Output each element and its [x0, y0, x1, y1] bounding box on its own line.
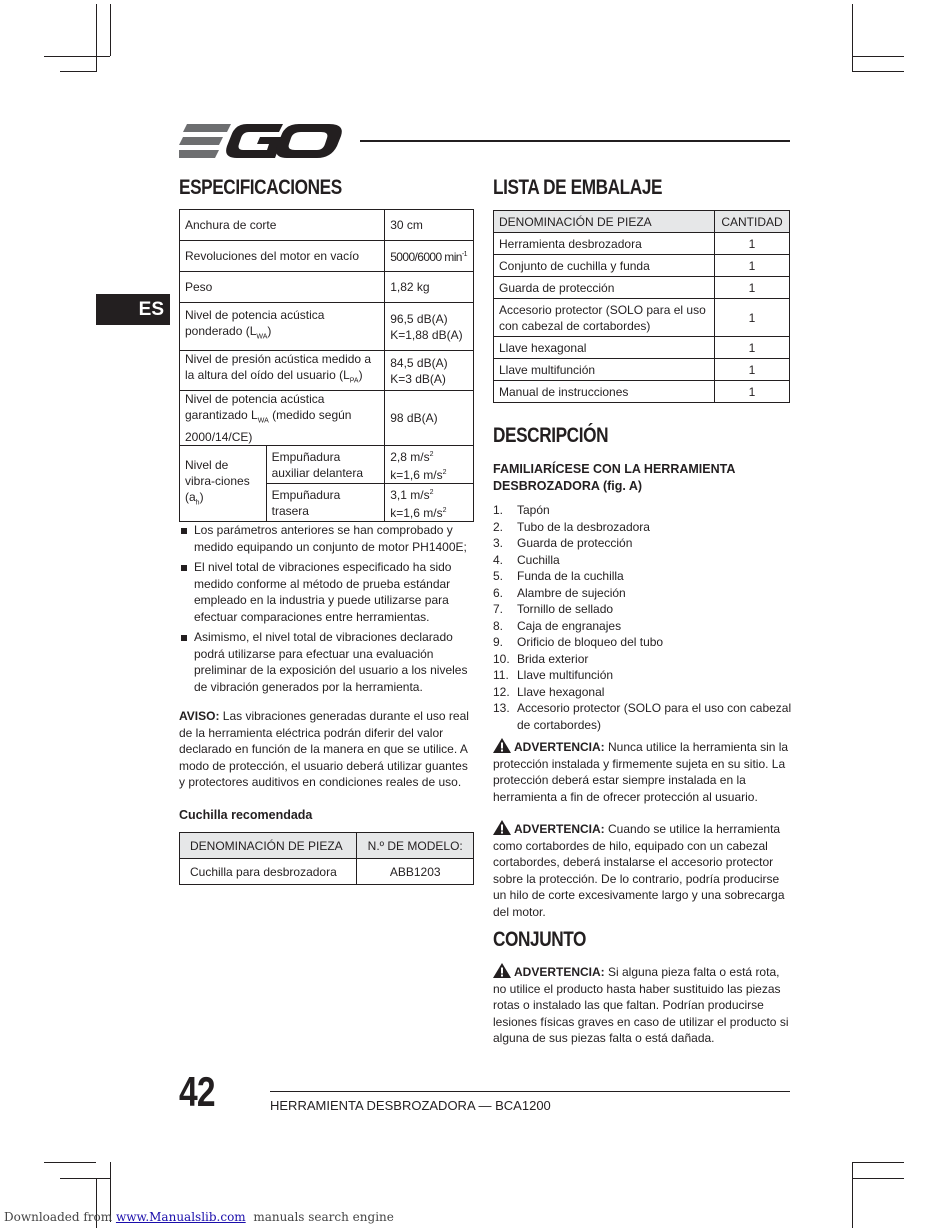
manualslib-link[interactable]: www.Manualslib.com	[115, 1210, 246, 1224]
part-name: Llave hexagonal	[494, 337, 715, 359]
spec-sublabel: Empuñadura trasera	[266, 484, 385, 522]
list-item: 4. Cuchilla	[493, 552, 560, 567]
part-name: Conjunto de cuchilla y funda	[494, 255, 715, 277]
warning-icon	[493, 820, 511, 835]
list-item: 2. Tubo de la desbrozadora	[493, 519, 650, 534]
spec-label: Peso	[180, 272, 385, 303]
list-item: Asimismo, el nivel total de vibraciones declarado podrá utilizarse para efectuar una evaluación preliminar de la exposición del usuario a los niveles de vibración generados por la herramienta.	[179, 629, 477, 695]
header-rule	[360, 140, 790, 142]
table-row	[494, 359, 790, 381]
warning-paragraph: ADVERTENCIA: Si alguna pieza falta o está rota, no utilice el producto hasta haber sustituido las piezas rotas o instalado las que faltan. Podrían producirse lesiones físicas graves en caso de utilizar el producto si alguna de sus piezas falta o está dañada.	[493, 965, 789, 1045]
table-row	[494, 337, 790, 359]
part-name: Guarda de protección	[494, 277, 715, 299]
list-item: Los parámetros anteriores se han comprobado y medido equipando un conjunto de motor PH1400E;	[179, 522, 477, 555]
part-quantity: 1	[715, 299, 790, 337]
table-row	[180, 303, 474, 351]
table-row	[180, 210, 474, 241]
blade-table	[179, 832, 474, 885]
spec-value: 30 cm	[385, 210, 474, 241]
table-row	[180, 391, 474, 446]
footer-rule	[270, 1091, 790, 1092]
column-header: DENOMINACIÓN DE PIEZA	[180, 833, 357, 859]
packing-list-heading: LISTA DE EMBALAJE	[493, 176, 663, 199]
part-quantity: 1	[715, 337, 790, 359]
aviso-paragraph: AVISO: Las vibraciones generadas durante el uso real de la herramienta eléctrica podrán diferir del valor declarado en función de la manera en que se utilice. A modo de protección, el usuario deberá utilizar guantes y protectores auditivos en condiciones reales de uso.	[179, 709, 469, 789]
warning-icon	[493, 738, 511, 753]
spec-label: Anchura de corte	[180, 210, 385, 241]
aviso-label: AVISO:	[179, 709, 220, 723]
crop-mark	[110, 4, 111, 56]
spec-value: 1,82 kg	[385, 272, 474, 303]
crop-mark	[852, 1178, 904, 1179]
list-item: 3. Guarda de protección	[493, 536, 633, 550]
column-header: CANTIDAD	[715, 211, 790, 233]
download-notice: Downloaded from www.Manualslib.com manuals search engine	[4, 1210, 394, 1224]
crop-mark	[44, 1162, 96, 1163]
specifications-heading: ESPECIFICACIONES	[179, 176, 342, 199]
part-name: Llave multifunción	[494, 359, 715, 381]
table-row	[180, 859, 474, 885]
warning-icon	[493, 963, 511, 978]
warning-paragraph: ADVERTENCIA: Cuando se utilice la herramienta como cortabordes de hilo, equipado con un cabezal cortabordes, deberá instalarse el accesorio protector sobre la protección. De lo contrario, podría producirse un hilo de corte excesivamente largo y una sobrecarga del motor.	[493, 822, 785, 919]
list-item: 7. Tornillo de sellado	[493, 602, 614, 616]
list-item: 9. Orificio de bloqueo del tubo	[493, 635, 664, 649]
spec-label: Nivel de presión acústica medido a la altura del oído del usuario $(L_{PA})$	[180, 351, 385, 391]
part-name: Manual de instrucciones	[494, 381, 715, 403]
list-item: 5. Funda de la cuchilla	[493, 569, 624, 583]
table-row	[494, 255, 790, 277]
column-header: DENOMINACIÓN DE PIEZA	[494, 211, 715, 233]
spec-value: 98 dB(A)	[385, 391, 474, 446]
description-subheading: FAMILIARÍCESE CON LA HERRAMIENTA DESBROZADORA (fig. A)	[493, 462, 735, 493]
blade-heading: Cuchilla recomendada	[179, 808, 313, 822]
table-row	[180, 241, 474, 272]
crop-mark	[60, 71, 96, 72]
specifications-table	[179, 209, 474, 522]
spec-value: 96,5 dB(A) K=1,88 dB(A)	[385, 303, 474, 351]
part-quantity: 1	[715, 255, 790, 277]
part-name: Accesorio protector (SOLO para el uso con cabezal de cortabordes)	[494, 299, 715, 337]
spec-value: 2,8 $m/s^2$ k=1,6 $m/s^2$	[385, 446, 474, 484]
warning-label: ADVERTENCIA:	[514, 965, 605, 979]
ego-logo	[179, 122, 345, 160]
crop-mark	[852, 71, 904, 72]
spec-sublabel: Empuñadura auxiliar delantera	[266, 446, 385, 484]
page-number: 42	[179, 1068, 215, 1115]
list-item: 8. Caja de engranajes	[493, 618, 622, 633]
packing-list-table	[493, 210, 790, 403]
list-item: 6. Alambre de sujeción	[493, 585, 626, 600]
part-quantity: 1	[715, 381, 790, 403]
parts-list	[493, 502, 793, 733]
part-quantity: 1	[715, 233, 790, 255]
crop-mark	[44, 56, 110, 57]
list-item: 12. Llave hexagonal	[493, 684, 605, 699]
spec-label: Nivel de vibra-ciones $(a_h)$	[180, 446, 267, 522]
list-item: 1. Tapón	[493, 503, 550, 517]
table-row	[494, 381, 790, 403]
list-item: 11. Llave multifunción	[493, 668, 614, 682]
crop-mark	[852, 1162, 853, 1228]
crop-mark	[60, 1178, 110, 1179]
list-item: El nivel total de vibraciones especificado ha sido medido conforme al método de prueba estándar empleado en la industria y puede utilizarse para efectuar comparaciones entre herramientas.	[179, 559, 477, 625]
spec-value: 3,1 $m/s^2$ k=1,6 $m/s^2$	[385, 484, 474, 522]
table-row	[494, 211, 790, 233]
table-row	[180, 833, 474, 859]
part-quantity: 1	[715, 359, 790, 381]
warning-label: ADVERTENCIA:	[514, 822, 605, 836]
table-row	[494, 233, 790, 255]
list-item: 13. Accesorio protector (SOLO para el uso con cabezal de cortabordes)	[493, 701, 792, 732]
table-row	[494, 299, 790, 337]
warning-label: ADVERTENCIA:	[514, 740, 605, 754]
description-heading: DESCRIPCIÓN	[493, 424, 609, 447]
table-cell: Cuchilla para desbrozadora	[180, 859, 357, 885]
crop-mark	[96, 4, 97, 72]
column-header: N.º DE MODELO:	[357, 833, 474, 859]
table-row	[494, 277, 790, 299]
part-name: Herramienta desbrozadora	[494, 233, 715, 255]
spec-label: Nivel de potencia acústica ponderado $(L_{WA})$	[180, 303, 385, 351]
crop-mark	[852, 56, 904, 57]
assembly-heading: CONJUNTO	[493, 928, 587, 951]
part-quantity: 1	[715, 277, 790, 299]
table-row	[180, 446, 474, 484]
spec-label: Revoluciones del motor en vacío	[180, 241, 385, 272]
table-row	[180, 351, 474, 391]
crop-mark	[852, 1162, 904, 1163]
table-cell: ABB1203	[357, 859, 474, 885]
table-row	[180, 272, 474, 303]
list-item: 10. Brida exterior	[493, 651, 589, 666]
crop-mark	[852, 4, 853, 72]
spec-value: 84,5 dB(A) K=3 dB(A)	[385, 351, 474, 391]
language-tab: ES	[96, 294, 170, 325]
spec-label: Nivel de potencia acústica garantizado $L_{WA}$ (medido según 2000/14/CE)	[180, 391, 385, 446]
footer-title: HERRAMIENTA DESBROZADORA — BCA1200	[270, 1098, 551, 1113]
warning-paragraph: ADVERTENCIA: Nunca utilice la herramienta sin la protección instalada y firmemente sujeta en su sitio. La protección deberá estar siempre instalada en la herramienta a fin de ofrecer protección al usuario.	[493, 740, 789, 804]
notes-list	[179, 522, 477, 699]
spec-value: 5000/6000 $\min^{-1}$	[385, 241, 474, 272]
